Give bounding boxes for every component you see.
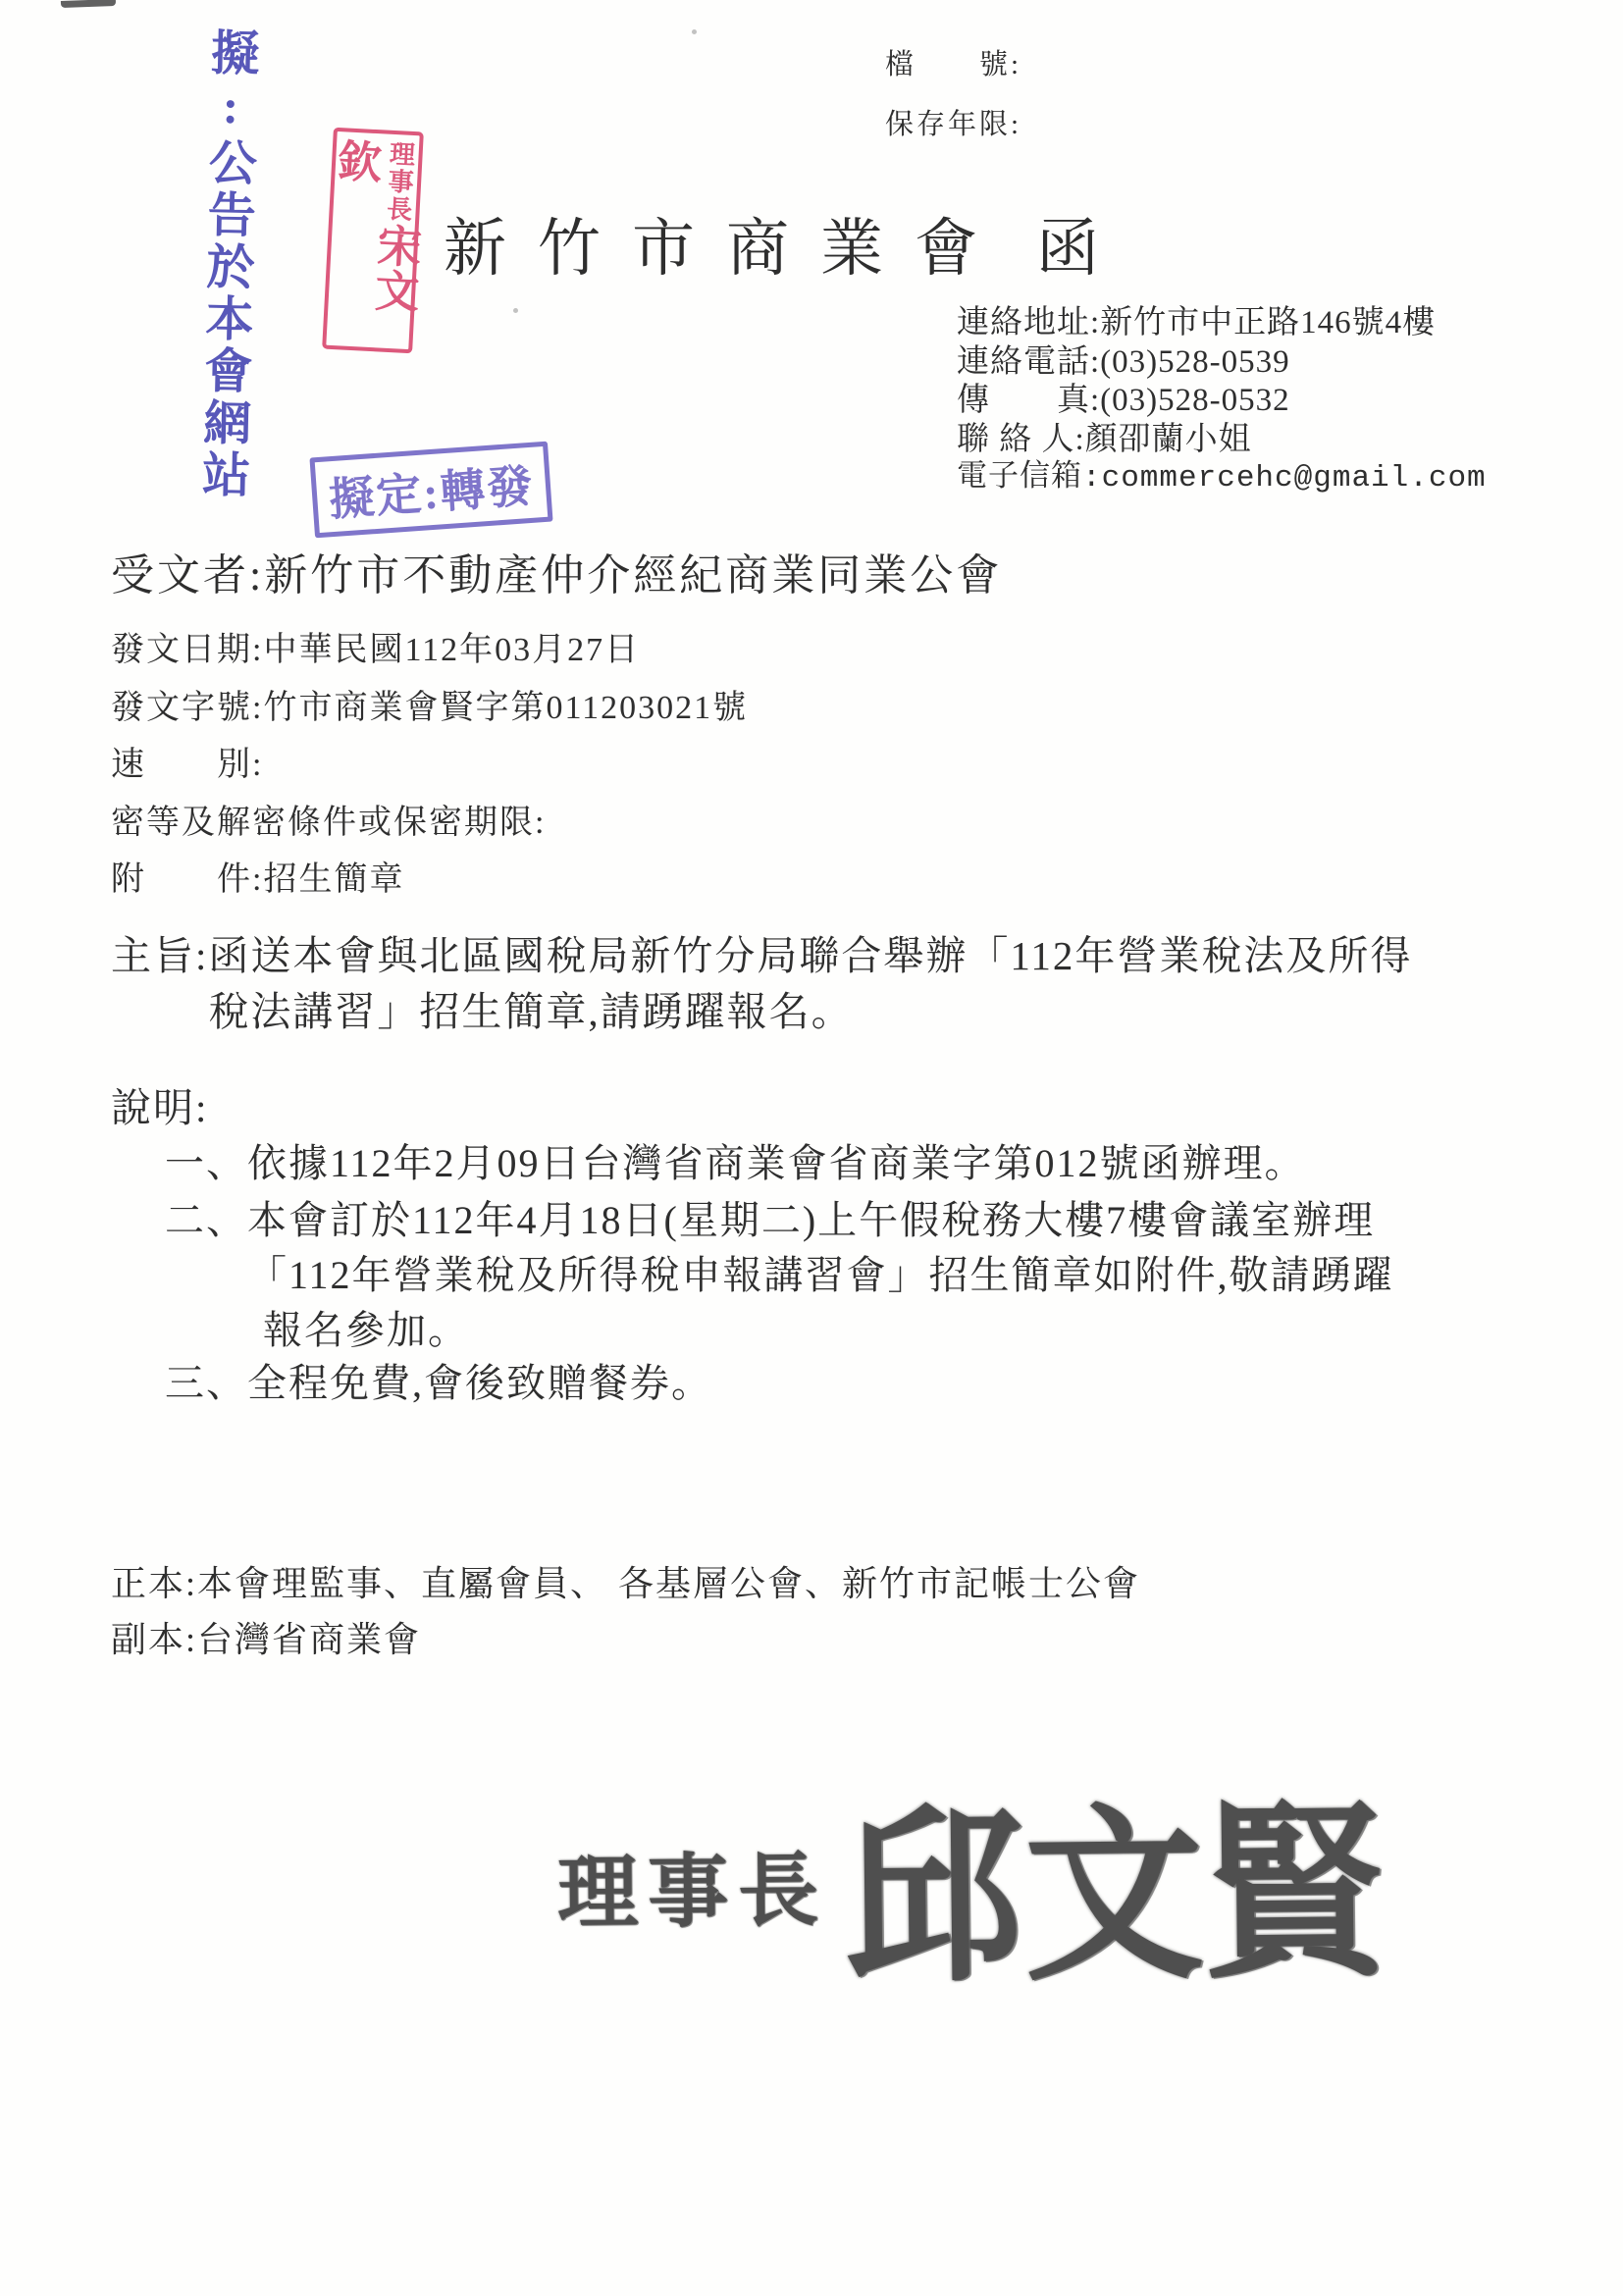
retention-period-label: 保存年限: bbox=[885, 109, 1022, 140]
scan-speck bbox=[513, 308, 518, 313]
contact-person: 聯 絡 人:顏卲蘭小姐 bbox=[957, 421, 1252, 457]
issue-date: 發文日期:中華民國112年03月27日 bbox=[111, 632, 641, 668]
recipient-line: 受文者:新竹市不動產仲介經紀商業同業公會 bbox=[111, 551, 1003, 600]
item2-number: 二、 bbox=[165, 1198, 247, 1242]
file-number-label: 檔 號: bbox=[885, 49, 1022, 80]
scan-artifact bbox=[61, 0, 116, 8]
signature-block bbox=[556, 1750, 1387, 2015]
signature-name: 邱文賢 bbox=[843, 1792, 1387, 2006]
item1-text: 依據112年2月09日台灣省商業會省商業字第012號函辦理。 bbox=[247, 1141, 1306, 1185]
contact-phone: 連絡電話:(03)528-0539 bbox=[957, 343, 1290, 380]
item2-line2: 「112年營業稅及所得稅申報講習會」招生簡章如附件,敬請踴躍 bbox=[247, 1253, 1394, 1297]
secrecy-class: 密等及解密條件或保密期限: bbox=[111, 804, 547, 841]
item3-number: 三、 bbox=[165, 1361, 247, 1405]
explanation-label: 說明: bbox=[111, 1085, 209, 1130]
item2-text bbox=[247, 1193, 1394, 1358]
red-stamp-title: 理事長 bbox=[382, 139, 416, 225]
scan-speck bbox=[692, 29, 697, 34]
handwritten-blue-note: 擬:公告於本會網站 bbox=[195, 26, 260, 502]
original-copy-line: 正本:本會理監事、直屬會員、 各基層公會、新竹市記帳士公會 bbox=[111, 1564, 1141, 1603]
explanation-item-1 bbox=[165, 1136, 1306, 1191]
explanation-item-3 bbox=[165, 1356, 712, 1411]
subject-label: 主旨: bbox=[111, 933, 209, 978]
speed-class: 速 別: bbox=[111, 747, 264, 783]
red-stamp-text bbox=[323, 137, 422, 349]
copies-block bbox=[111, 1556, 1140, 1668]
chairman-red-stamp bbox=[322, 128, 424, 354]
contact-email: 電子信箱:commercehc@gmail.com bbox=[957, 461, 1487, 496]
contact-fax: 傳 真:(03)528-0532 bbox=[957, 383, 1290, 418]
subject-line2: 稅法講習」招生簡章,請踴躍報名。 bbox=[208, 989, 854, 1034]
contact-block bbox=[957, 304, 1487, 498]
archive-labels bbox=[885, 35, 1021, 155]
subject-block bbox=[111, 928, 1412, 1040]
document-number: 發文字號:竹市商業會賢字第011203021號 bbox=[111, 689, 749, 726]
item2-line1: 本會訂於112年4月18日(星期二)上午假稅務大樓7樓會議室辦理 bbox=[247, 1198, 1376, 1242]
item3-text: 全程免費,會後致贈餐券。 bbox=[247, 1361, 712, 1405]
contact-address: 連絡地址:新竹市中正路146號4樓 bbox=[957, 305, 1437, 340]
letter-title bbox=[444, 198, 1099, 288]
subject-line1: 函送本會與北區國稅局新竹分局聯合舉辦「112年營業稅法及所得 bbox=[208, 933, 1413, 978]
signature-title: 理事長 bbox=[556, 1846, 829, 1939]
item2-line3: 報名參加。 bbox=[263, 1308, 469, 1352]
document-meta bbox=[111, 622, 748, 910]
document-type: 函 bbox=[1036, 214, 1099, 284]
decision-purple-stamp: 擬定:轉發 bbox=[309, 442, 552, 539]
organization-name: 新竹市商業會 bbox=[444, 214, 1009, 284]
explanation-item-2 bbox=[165, 1193, 1394, 1358]
duplicate-copy-line: 副本:台灣省商業會 bbox=[111, 1620, 422, 1659]
red-stamp-name: 宋文欽 bbox=[330, 136, 421, 315]
subject-text bbox=[208, 928, 1412, 1040]
attachment-field: 附 件:招生簡章 bbox=[111, 861, 405, 898]
item1-number: 一、 bbox=[165, 1141, 247, 1185]
